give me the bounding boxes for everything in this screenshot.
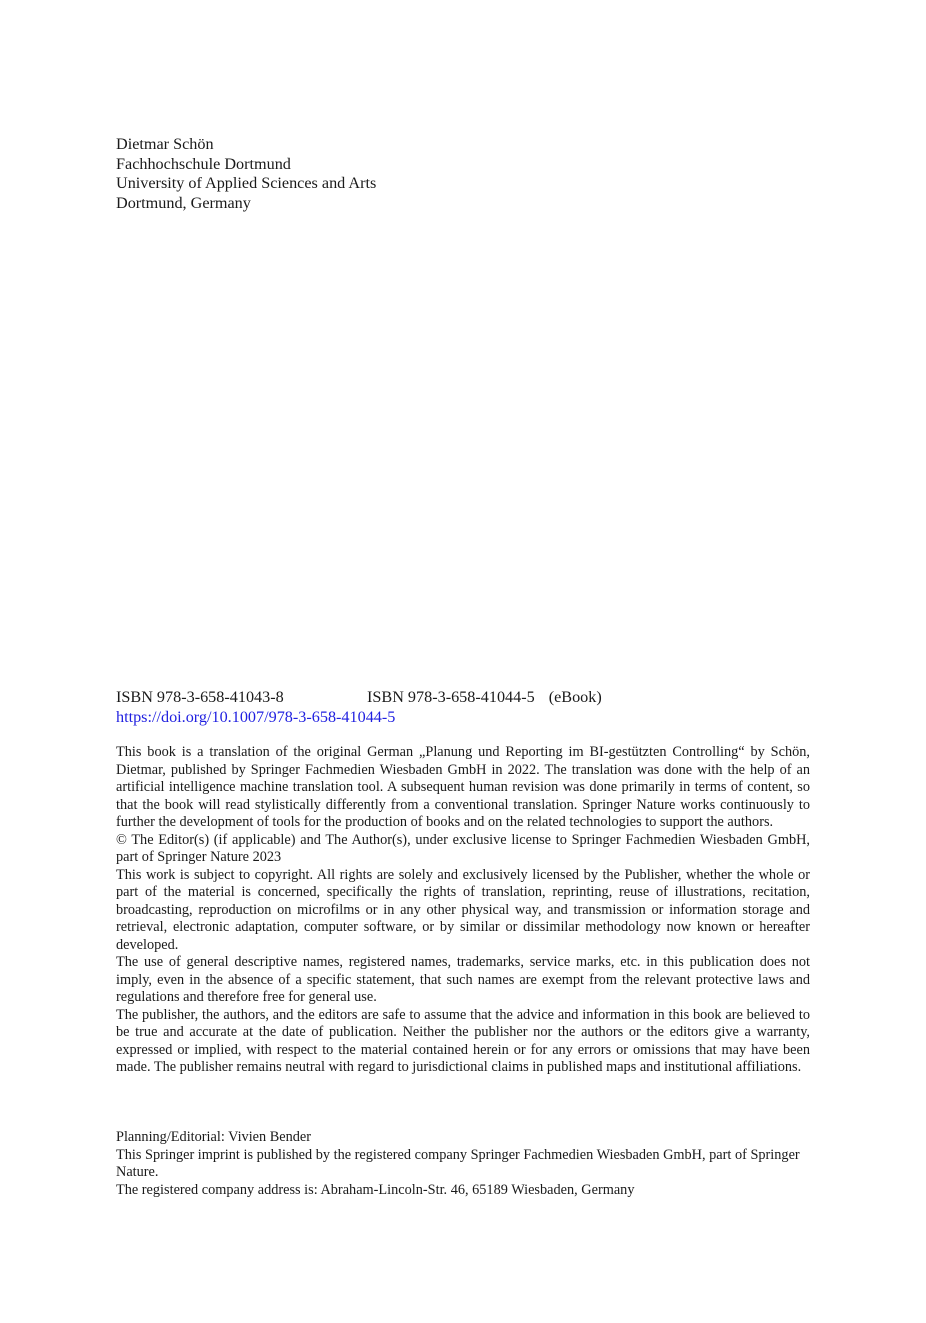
author-location: Dortmund, Germany (116, 193, 251, 212)
isbn-row (116, 688, 602, 708)
doi-row (116, 708, 602, 728)
publisher-address: The registered company address is: Abraham-Lincoln-Str. 46, 65189 Wiesbaden, Germany (116, 1181, 635, 1198)
doi-link[interactable]: https://doi.org/10.1007/978-3-658-41044-5 (116, 707, 396, 726)
copyright-notice: © The Editor(s) (if applicable) and The Author(s), under exclusive license to Springer Fachmedien Wiesbaden GmbH, part of Springer Nature 2023 (116, 831, 810, 865)
editorial-credit: Planning/Editorial: Vivien Bender (116, 1129, 312, 1145)
isbn-ebook: ISBN 978-3-658-41044-5 (367, 688, 535, 706)
trademark-notice: The use of general descriptive names, registered names, trademarks, service marks, etc. in this publication does not imply, even in the absence of a specific statement, that such names are exempt from the relevant protective laws and regulations and therefore free for general use. (116, 954, 810, 1005)
author-name: Dietmar Schön (116, 135, 214, 153)
author-institution: Fachhochschule Dortmund (116, 154, 291, 173)
disclaimer-notice: The publisher, the authors, and the editors are safe to assume that the advice and information in this book are believed to be true and accurate at the date of publication. Neither the publisher nor the authors or the editors give a warranty, expressed or implied, with respect to the material contained herein or for any errors or omissions that may have been made. The publisher remains neutral with regard to jurisdictional claims in published maps and institutional affiliations. (116, 1006, 810, 1075)
isbn-ebook-label: (eBook) (548, 688, 602, 706)
isbn-print: ISBN 978-3-658-41043-8 (116, 688, 284, 706)
author-affiliation (116, 135, 376, 213)
rights-notice: This work is subject to copyright. All rights are solely and exclusively licensed by the Publisher, whether the whole or part of the material is concerned, specifically the rights of translation, reprinting, reuse of illustrations, recitation, broadcasting, reproduction on microfilms or in any other physical way, and transmission or information storage and retrieval, electronic adaptation, computer software, or by similar or dissimilar methodology now known or hereafter developed. (116, 866, 810, 953)
publisher-statement: This Springer imprint is published by the registered company Springer Fachmedien Wiesbaden GmbH, part of Springer Nature. (116, 1146, 800, 1180)
imprint-section (116, 1129, 810, 1199)
author-department: University of Applied Sciences and Arts (116, 174, 377, 193)
isbn-section (116, 688, 602, 727)
legal-notice (116, 744, 810, 1077)
translation-note: This book is a translation of the original German „Planung und Reporting im BI-gestützten Controlling“ by Schön, Dietmar, published by Springer Fachmedien Wiesbaden GmbH in 2022. The translation was done with the help of an artificial intelligence machine translation tool. A subsequent human revision was done primarily in terms of content, so that the book will read stylistically differently from a conventional translation. Springer Nature works continuously to further the development of tools for the production of books and on the related technologies to support the authors. (116, 744, 810, 830)
